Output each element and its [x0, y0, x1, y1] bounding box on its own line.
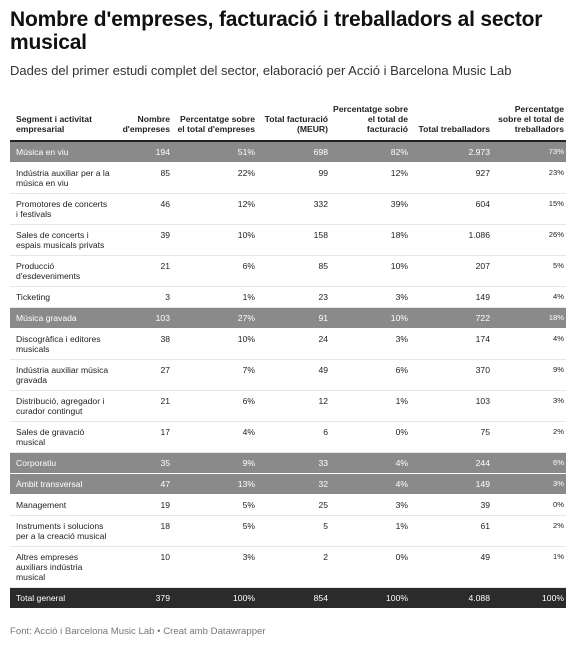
row-label: Indústria auxiliar per a la música en viu	[10, 163, 114, 194]
column-header-1: Nombre d'empreses	[122, 114, 170, 134]
table-cell: 73%	[494, 141, 566, 163]
table-cell: 1%	[174, 287, 259, 308]
table-cell: 10%	[332, 256, 412, 287]
table-cell: 24	[259, 329, 332, 360]
table-cell: 3	[114, 287, 174, 308]
row-label: Producció d'esdeveniments	[10, 256, 114, 287]
table-cell: 0%	[332, 547, 412, 588]
table-header	[10, 97, 566, 141]
table-cell: 2.973	[412, 141, 494, 163]
table-row	[10, 287, 566, 308]
table-cell: 85	[114, 163, 174, 194]
row-label: Corporatiu	[10, 453, 114, 474]
table-cell: 21	[114, 391, 174, 422]
column-header-5: Total treballadors	[418, 124, 490, 134]
table-cell: 49	[259, 360, 332, 391]
table-cell: 604	[412, 194, 494, 225]
table-cell: 99	[259, 163, 332, 194]
table-cell: 244	[412, 453, 494, 474]
table-cell: 25	[259, 495, 332, 516]
table-cell: 332	[259, 194, 332, 225]
table-cell: 5%	[174, 495, 259, 516]
table-cell: 5	[259, 516, 332, 547]
table-row	[10, 163, 566, 194]
row-label: Sales de concerts i espais musicals privats	[10, 225, 114, 256]
table-row	[10, 360, 566, 391]
table-cell: 854	[259, 588, 332, 609]
table-cell: 103	[412, 391, 494, 422]
row-label: Distribució, agregador i curador contingut	[10, 391, 114, 422]
table-cell: 35	[114, 453, 174, 474]
table-body	[10, 141, 566, 608]
table-cell: 2%	[494, 422, 566, 453]
table-cell: 10	[114, 547, 174, 588]
table-row	[10, 225, 566, 256]
table-cell: 2%	[494, 516, 566, 547]
table-cell: 9%	[174, 453, 259, 474]
group-row	[10, 308, 566, 329]
table-cell: 46	[114, 194, 174, 225]
table-cell: 722	[412, 308, 494, 329]
row-label: Discogràfica i editores musicals	[10, 329, 114, 360]
table-cell: 27	[114, 360, 174, 391]
table-cell: 10%	[174, 225, 259, 256]
table-cell: 100%	[494, 588, 566, 609]
table-cell: 5%	[174, 516, 259, 547]
data-table	[10, 97, 566, 608]
table-cell: 39	[114, 225, 174, 256]
table-cell: 6%	[332, 360, 412, 391]
table-cell: 1%	[332, 391, 412, 422]
table-cell: 149	[412, 287, 494, 308]
column-header-3: Total facturació (MEUR)	[264, 114, 328, 134]
table-cell: 61	[412, 516, 494, 547]
table-cell: 12%	[174, 194, 259, 225]
table-cell: 194	[114, 141, 174, 163]
row-label: Promotores de concerts i festivals	[10, 194, 114, 225]
table-cell: 1%	[332, 516, 412, 547]
table-cell: 6%	[494, 453, 566, 474]
table-cell: 82%	[332, 141, 412, 163]
table-cell: 85	[259, 256, 332, 287]
column-header-4: Percentatge sobre el total de facturació	[333, 104, 408, 134]
group-row	[10, 453, 566, 474]
column-header-2: Percentatge sobre el total d'empreses	[177, 114, 255, 134]
row-label: Indústria auxiliar música gravada	[10, 360, 114, 391]
row-label: Música gravada	[10, 308, 114, 329]
table-cell: 4%	[174, 422, 259, 453]
table-cell: 100%	[332, 588, 412, 609]
row-label: Total general	[10, 588, 114, 609]
table-cell: 370	[412, 360, 494, 391]
table-cell: 6	[259, 422, 332, 453]
table-cell: 12	[259, 391, 332, 422]
table-cell: 149	[412, 474, 494, 495]
table-cell: 4%	[332, 474, 412, 495]
table-cell: 0%	[332, 422, 412, 453]
column-header-6: Percentatge sobre el total de treballadors	[498, 104, 564, 134]
table-cell: 379	[114, 588, 174, 609]
row-label: Altres empreses auxiliars indústria musical	[10, 547, 114, 588]
table-cell: 10%	[174, 329, 259, 360]
table-cell: 75	[412, 422, 494, 453]
table-cell: 1.086	[412, 225, 494, 256]
table-cell: 32	[259, 474, 332, 495]
table-cell: 4%	[494, 329, 566, 360]
table-row	[10, 329, 566, 360]
table-cell: 39	[412, 495, 494, 516]
table-row	[10, 495, 566, 516]
table-row	[10, 194, 566, 225]
chart-title: Nombre d'empreses, facturació i treballadors al sector musical	[10, 8, 543, 54]
table-cell: 174	[412, 329, 494, 360]
source-footer: Font: Acció i Barcelona Music Lab • Creat amb Datawrapper	[10, 626, 266, 637]
table-cell: 0%	[494, 495, 566, 516]
group-row	[10, 141, 566, 163]
table-cell: 6%	[174, 256, 259, 287]
table-cell: 18	[114, 516, 174, 547]
table-cell: 51%	[174, 141, 259, 163]
table-cell: 12%	[332, 163, 412, 194]
table-cell: 103	[114, 308, 174, 329]
table-cell: 3%	[494, 474, 566, 495]
table-row	[10, 256, 566, 287]
table-cell: 49	[412, 547, 494, 588]
table-cell: 15%	[494, 194, 566, 225]
table-cell: 3%	[494, 391, 566, 422]
row-label: Management	[10, 495, 114, 516]
table-cell: 4%	[494, 287, 566, 308]
column-header-0: Segment i activitat empresarial	[16, 114, 92, 134]
table-cell: 23%	[494, 163, 566, 194]
table-cell: 207	[412, 256, 494, 287]
table-cell: 26%	[494, 225, 566, 256]
table-cell: 47	[114, 474, 174, 495]
table-cell: 5%	[494, 256, 566, 287]
table-cell: 7%	[174, 360, 259, 391]
table-cell: 21	[114, 256, 174, 287]
table-row	[10, 422, 566, 453]
chart-subtitle: Dades del primer estudi complet del sector, elaboració per Acció i Barcelona Music Lab	[10, 63, 512, 78]
row-label: Àmbit transversal	[10, 474, 114, 495]
table-row	[10, 516, 566, 547]
table-cell: 17	[114, 422, 174, 453]
header-row	[10, 97, 566, 141]
row-label: Instruments i solucions per a la creació musical	[10, 516, 114, 547]
table-cell: 19	[114, 495, 174, 516]
table-cell: 4%	[332, 453, 412, 474]
table-cell: 38	[114, 329, 174, 360]
table-cell: 100%	[174, 588, 259, 609]
table-cell: 22%	[174, 163, 259, 194]
table-cell: 927	[412, 163, 494, 194]
table-cell: 6%	[174, 391, 259, 422]
table-cell: 3%	[174, 547, 259, 588]
table-cell: 10%	[332, 308, 412, 329]
total-row	[10, 588, 566, 609]
table-cell: 9%	[494, 360, 566, 391]
table-row	[10, 391, 566, 422]
row-label: Música en viu	[10, 141, 114, 163]
table-cell: 18%	[494, 308, 566, 329]
table-cell: 18%	[332, 225, 412, 256]
row-label: Sales de gravació musical	[10, 422, 114, 453]
table-cell: 3%	[332, 287, 412, 308]
table-cell: 13%	[174, 474, 259, 495]
table-cell: 91	[259, 308, 332, 329]
table-cell: 3%	[332, 495, 412, 516]
table-cell: 39%	[332, 194, 412, 225]
table-cell: 158	[259, 225, 332, 256]
table-cell: 3%	[332, 329, 412, 360]
table-cell: 27%	[174, 308, 259, 329]
table-cell: 2	[259, 547, 332, 588]
table-cell: 698	[259, 141, 332, 163]
table-cell: 23	[259, 287, 332, 308]
table-cell: 33	[259, 453, 332, 474]
table-cell: 4.088	[412, 588, 494, 609]
row-label: Ticketing	[10, 287, 114, 308]
group-row	[10, 474, 566, 495]
table-cell: 1%	[494, 547, 566, 588]
table-row	[10, 547, 566, 588]
